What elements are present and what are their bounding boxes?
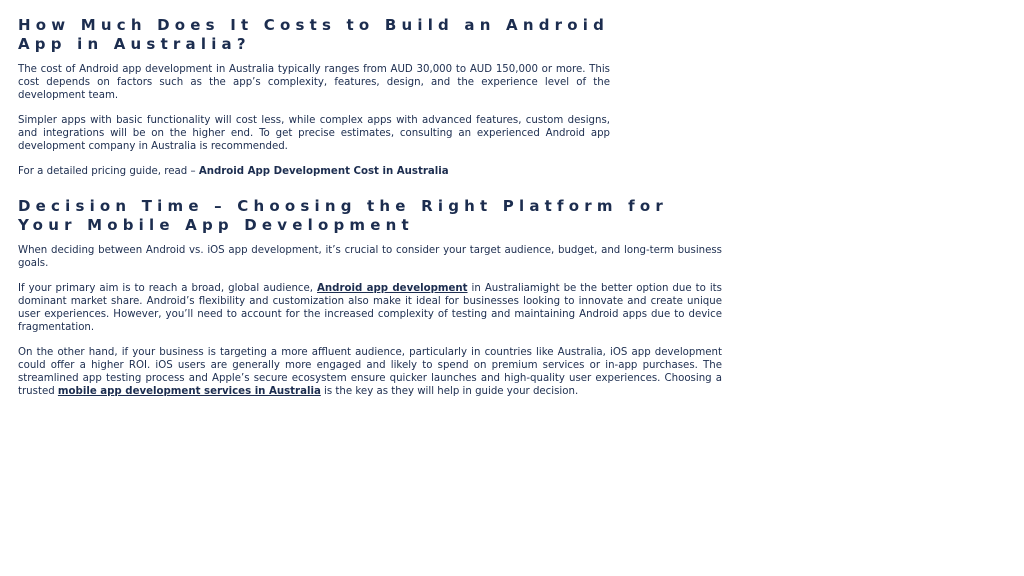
ios-paragraph-prefix: On the other hand, if your business is targeting a more affluent audience, particularly in countries like Australia, iOS app development could offer a higher ROI. iOS users are generally more engaged and likely to spend on premium services or in-app purchases. The streamlined app testing process and Apple’s secure ecosystem ensure quicker launches and high-quality user experiences. Choosing a trusted (18, 347, 722, 397)
decision-heading-line-2: Your Mobile App Development (18, 216, 414, 234)
article (18, 16, 1018, 397)
cost-paragraph-2: Simpler apps with basic functionality will cost less, while complex apps with advanced features, custom designs, and integrations will be on the higher end. To get precise estimates, consulting an experienced Android app development company in Australia is recommended. (18, 115, 610, 152)
cost-heading (18, 16, 1018, 54)
cost-paragraph-1: The cost of Android app development in Australia typically ranges from AUD 30,000 to AUD 150,000 or more. This cost depends on factors such as the app’s complexity, features, design, and the experience level of the development team. (18, 64, 610, 101)
decision-paragraph-2 (18, 283, 722, 334)
cost-section (18, 16, 1018, 179)
android-app-development-link[interactable]: Android app development (317, 283, 468, 295)
decision-paragraph-1: When deciding between Android vs. iOS app development, it’s crucial to consider your target audience, budget, and long-term business goals. (18, 245, 722, 269)
mobile-app-services-link[interactable]: mobile app development services in Australia (57, 385, 321, 397)
cost-heading-line-1: How Much Does It Costs to Build an Android (18, 16, 610, 34)
cost-paragraph-3 (18, 166, 610, 179)
cost-heading-line-2: App in Australia? (18, 35, 251, 53)
pricing-guide-prefix: For a detailed pricing guide, read – (18, 166, 199, 178)
decision-heading-line-1: Decision Time – Choosing the Right Platform for (18, 197, 668, 215)
ios-paragraph-suffix: is the key as they will help in guide your decision. (320, 385, 579, 397)
android-paragraph-suffix: in Australiamight be the better option due to its dominant market share. Android’s flexibility and customization also make it ideal for businesses looking to innovate and create unique user experiences. However, you’ll need to account for the increased complexity of testing and maintaining Android apps due to device fragmentation. (18, 283, 722, 333)
decision-paragraph-3 (18, 347, 722, 398)
decision-section (18, 197, 722, 399)
android-paragraph-prefix: If your primary aim is to reach a broad, global audience, (18, 283, 318, 295)
decision-heading (18, 197, 722, 235)
pricing-guide-title: Android App Development Cost in Australia (198, 166, 449, 178)
